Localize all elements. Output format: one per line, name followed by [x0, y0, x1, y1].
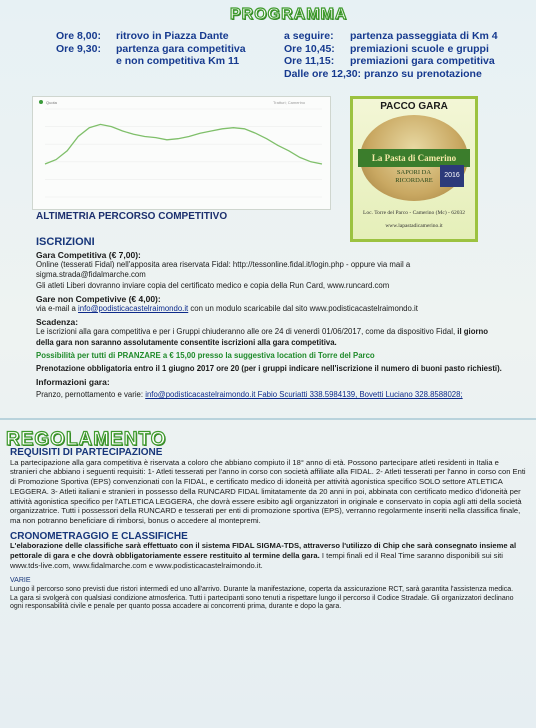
noncomp-suffix: con un modulo scaricabile dal sito www.podisticacastelraimondo.it	[188, 304, 418, 314]
varie-text-2: La gara si svolgerà con qualsiasi condizione atmosferica. Tutti i partecipanti sono tenuti a rispettare lungo il percorso il Codice Stradale. Gli organizzatori declinano ogni responsabilità civile e penale per quanto possa accadere ai concorrenti prima, durante e dopo la gara.	[10, 594, 514, 611]
iscrizioni-title: ISCRIZIONI	[36, 236, 95, 248]
schedule-time: Dalle ore 12,30:	[284, 67, 362, 80]
regolamento-title: REGOLAMENTO	[6, 429, 167, 450]
schedule-text: partenza passeggiata di Km 4	[350, 30, 498, 42]
schedule-time: Ore 11,15:	[284, 55, 335, 67]
varie-heading: VARIE	[10, 577, 31, 585]
schedule-time: Ore 9,30:	[56, 42, 101, 55]
scadenza-text-1: Le iscrizioni alla gara competitiva e per i Gruppi chiuderanno alle ore 24 di venerdì 01/06/2017, come da dispositivo Fidal,	[36, 327, 458, 337]
noncomp-prefix: via e-mail a	[36, 304, 79, 314]
pacco-gara-box	[350, 96, 478, 242]
requisiti-heading: REQUISITI DI PARTECIPAZIONE	[10, 447, 163, 458]
legend-label: Quota	[46, 100, 57, 105]
pranzo-text: Possibilità per tutti di PRANZARE a € 15,00 presso la suggestiva location di Torre del Parco	[36, 350, 375, 360]
logo-brand: La Pasta di Camerino	[358, 149, 470, 167]
altimetria-label: ALTIMETRIA PERCORSO COMPETITIVO	[36, 211, 228, 222]
section-divider	[0, 418, 536, 420]
corner-label: Tratturi; Camerino	[273, 100, 306, 105]
schedule-time: Ore 10,45:	[284, 42, 335, 55]
schedule-time: Ore 8,00:	[56, 30, 101, 42]
competitiva-text: Online (tesserati Fidal) nell'apposita area riservata Fidal: http://tessonline.fidal.it/login.php - oppure via mail a sigma.strada@fidalmarche.com	[36, 260, 411, 280]
programma-title: PROGRAMMA	[230, 6, 348, 23]
schedule-right	[284, 30, 524, 80]
altimetria-chart	[32, 96, 331, 210]
noncomp-heading: Gare non Competivive (€ 4,00):	[36, 293, 161, 304]
schedule-text: premiazioni gara competitiva	[350, 55, 495, 67]
info-text	[36, 390, 504, 400]
regolamento-section	[10, 448, 528, 612]
scadenza-heading: Scadenza:	[36, 317, 79, 328]
legend-dot-icon	[39, 100, 43, 104]
schedule-time: a seguire:	[284, 30, 334, 42]
schedule-text: pranzo su prenotazione	[363, 67, 482, 80]
altimetria-svg	[33, 97, 330, 209]
pacco-location: Loc. Torre del Parco - Camerino (Mc) - 62032	[363, 210, 465, 216]
schedule-text: e non competitiva Km 11	[116, 55, 240, 67]
prenotazione-text: Prenotazione obbligatoria entro il 1 giugno 2017 ore 20 (per i gruppi indicare nell'iscrizione il numero di buoni pasto richiesti).	[36, 364, 502, 374]
competitiva-text-2: Gli atleti Liberi dovranno inviare copia del certificato medico e copia della Run Card, www.runcard.com	[36, 280, 390, 290]
varie-text-1: Lungo il percorso sono previsti due ristori intermedi ed uno all'arrivo. Durante la manifestazione, coperta da assicurazione RCT, sarà garantita l'assistenza medica.	[10, 586, 514, 594]
competitiva-heading: Gara Competitiva (€ 7,00):	[36, 250, 141, 260]
info-heading: Informazioni gara:	[36, 377, 110, 388]
info-prefix: Pranzo, pernottamento e varie:	[36, 390, 146, 400]
cronometraggio-text	[10, 541, 528, 570]
schedule-text: ritrovo in Piazza Dante	[116, 30, 229, 42]
requisiti-text: La partecipazione alla gara competitiva è riservata a coloro che abbiano compiuto il 18° anno di età. Possono partecipare atleti residenti in Italia e stranieri che abbiano i seguenti requisiti: 1- Atleti tesserati per l'anno in corso con società affiliate alla FIDAL. 2- Atleti tesserati per l'anno in corso con Enti di Promozione Sportiva (EPS) convenzionati con la FIDAL, e certificato medico di idoneità per attività agonistica specifico SOLO settore ATLETICA LEGGERA. 3- Atleti italiani e stranieri in possesso della RUNCARD FIDAL limitatamente da 20 anni in poi, abbinata con certificato medico d'idoneità per attività agonistica specifico per l'ATLETICA LEGGERA, che dovrà essere esibito agli organizzatori in originale e conservato in copia agli atti della società organizzatrice. Tutti i possessori della RUNCARD e tesserati per enti di promozione sportiva (EPS), verranno regolarmente inseriti nella classifica finale, ma non potranno beneficiare di rimborsi, bonus o accedere al montepremi.	[10, 457, 526, 525]
schedule-left	[56, 30, 256, 68]
cronometraggio-rest: I tempi finali ed il Real Time saranno disponibili sui siti www.tds-live.com, www.fidalmarche.com e www.podisticacastelraimondo.it.	[10, 551, 503, 570]
schedule-text: partenza gara competitiva	[116, 42, 246, 55]
logo-year: 2016	[440, 165, 464, 187]
scadenza-text-2: il giorno della gara non saranno assolutamente consentite iscrizioni alla gara competitiva.	[36, 327, 489, 347]
noncomp-text	[36, 304, 504, 314]
schedule-text: premiazioni scuole e gruppi	[350, 42, 489, 55]
scadenza-text	[36, 327, 504, 347]
cronometraggio-bold: L'elaborazione delle classifiche sarà effettuato con il sistema FIDAL SIGMA-TDS, attraverso l'utilizzo di Chip che sarà consegnato insieme al pettorale di gara e che dovrà obbligatoriamente essere restituito al termine della gara.	[10, 541, 517, 561]
pacco-title: PACCO GARA	[380, 101, 448, 112]
pacco-url: www.lapastadicamerino.it	[385, 223, 443, 229]
noncomp-email-link[interactable]: info@podisticacastelraimondo.it	[78, 304, 189, 314]
iscrizioni-section	[36, 250, 504, 401]
pasta-camerino-logo	[360, 115, 468, 201]
info-email-link[interactable]: info@podisticacastelraimondo.it Fabio Scuriatti 338.5984139, Bovetti Luciano 328.8588028;	[145, 390, 463, 400]
chart-gridlines	[45, 109, 322, 197]
cronometraggio-heading: CRONOMETRAGGIO E CLASSIFICHE	[10, 530, 188, 542]
logo-sub: SAPORI DA RICORDARE	[395, 169, 433, 184]
